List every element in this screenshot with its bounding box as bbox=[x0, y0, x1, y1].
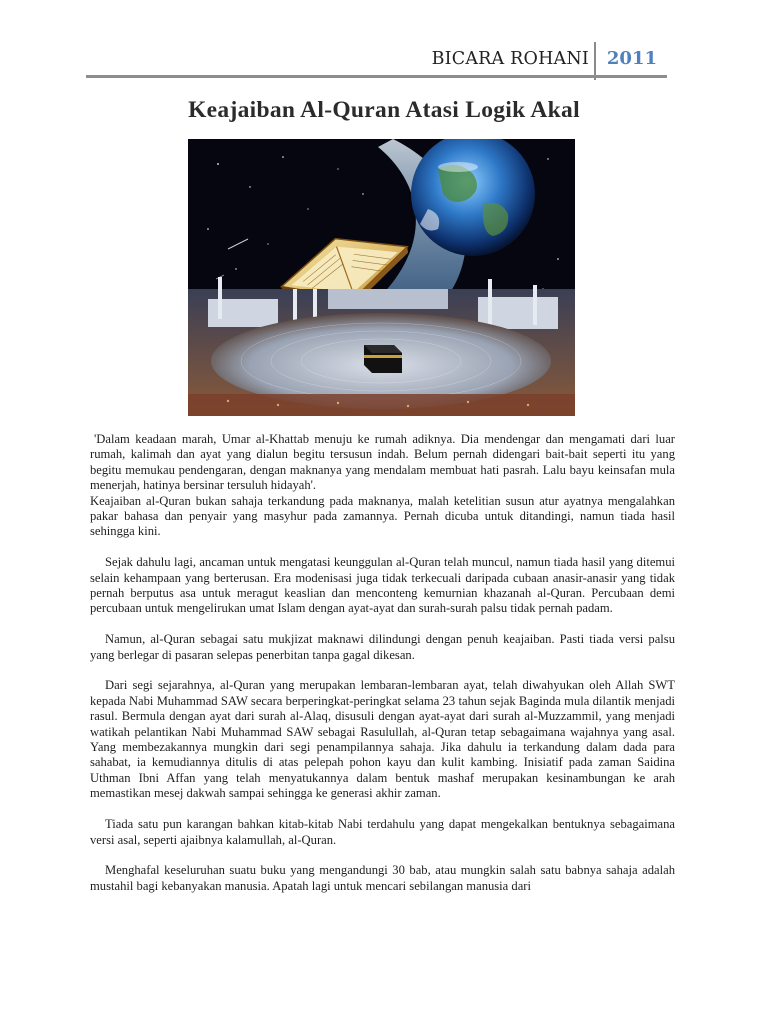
quran-earth-kaaba-illustration bbox=[188, 139, 575, 416]
article-body bbox=[90, 432, 675, 910]
header-rule bbox=[86, 75, 667, 78]
paragraph-5: Dari segi sejarahnya, al-Quran yang merupakan lembaran-lembaran ayat, telah diwahyukan oleh Allah SWT kepada Nabi Muhammad SAW secara berperingkat-peringkat selama 23 tahun sejak Baginda mula dilantik menjadi rasul. Bermula dengan ayat dari surah al-Alaq, disusuli dengan ayat-ayat dari surah al-Muzzammil, yang menjadi watikah pelantikan Nabi Muhammad SAW sebagai Rasulullah, al-Quran tetap sebagaimana wajahnya yang asal. Yang membezakannya mungkin dari segi penampilannya sahaja. Jika dahulu ia terkandung dalam dada para sahabat, ia kemudiannya ditulis di atas pelepah pohon kayu dan kulit kambing. Inisiatif pada zaman Saidina Uthman Ibni Affan yang telah menyatukannya dalam bentuk mashaf merupakan kesinambungan ke arah memastikan mesej dakwah sampai sehingga ke generasi akhir zaman. bbox=[90, 678, 675, 801]
header-year: 2011 bbox=[606, 48, 657, 69]
page-header bbox=[86, 42, 667, 78]
header-title: BICARA ROHANI bbox=[431, 49, 589, 69]
paragraph-6: Tiada satu pun karangan bahkan kitab-kitab Nabi terdahulu yang dapat mengekalkan bentuknya sebagaimana versi asal, seperti ajaibnya kalamullah, al-Quran. bbox=[90, 817, 675, 847]
paragraph-3: Sejak dahulu lagi, ancaman untuk mengatasi keunggulan al-Quran telah muncul, namun tiada hasil yang ditemui selain kehampaan yang berterusan. Era modenisasi juga tidak terkecuali daripada cubaan anasir-anasir yang tidak pernah berputus asa untuk meragut keaslian dan menconteng kemurnian khazanah al-Quran. Percubaan demi percubaan untuk mengelirukan umat Islam dengan ayat-ayat dan surah-surah palsu tidak pernah padam. bbox=[90, 555, 675, 616]
article-title: Keajaiban Al-Quran Atasi Logik Akal bbox=[188, 97, 580, 123]
paragraph-4: Namun, al-Quran sebagai satu mukjizat maknawi dilindungi dengan penuh keajaiban. Pasti tiada versi palsu yang berlegar di pasaran selepas penerbitan tanpa gagal dikesan. bbox=[90, 632, 675, 662]
paragraph-7: Menghafal keseluruhan suatu buku yang mengandungi 30 bab, atau mungkin salah satu babnya sahaja adalah mustahil bagi kebanyakan manusia. Apatah lagi untuk mencari sebilangan manusia dari bbox=[90, 863, 675, 893]
paragraph-2: Keajaiban al-Quran bukan sahaja terkandung pada maknanya, malah ketelitian susun atur ayatnya mengalahkan pakar bahasa dan penyair yang masyhur pada zamannya. Pernah dicuba untuk ditandingi, namun tiada hasil sehingga kini. bbox=[90, 493, 675, 539]
paragraph-1: 'Dalam keadaan marah, Umar al-Khattab menuju ke rumah adiknya. Dia mendengar dan mengamati dari luar rumah, kalimah dan ayat yang dialun begitu tersusun indah. Belum pernah didengari bait-bait seperti itu yang begitu memukau pendengaran, dengan maknanya yang mendalam membuat hati pasrah. Lalu bayu keinsafan mula menerjah, hatinya bersinar tersuluh hidayah'. bbox=[90, 432, 675, 493]
